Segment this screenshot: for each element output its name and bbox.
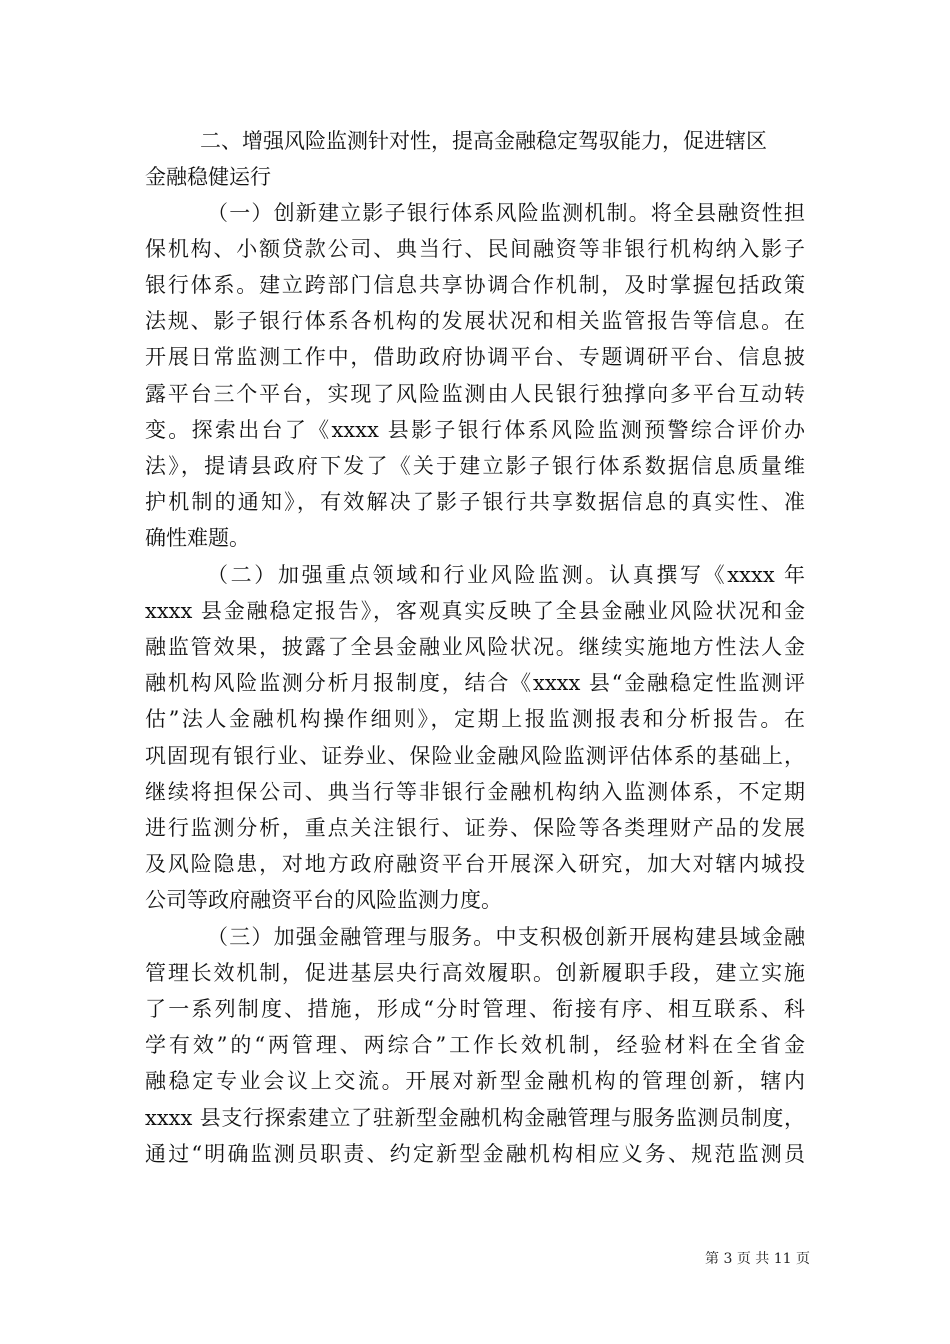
paragraph-3-line-4: 学有效”的“两管理、两综合”工作长效机制，经验材料在全省金 [145,1033,805,1057]
paragraph-3-line-1: （三）加强金融管理与服务。中支积极创新开展构建县域金融 [207,925,805,949]
paragraph-2-line-9: 及风险隐患，对地方政府融资平台开展深入研究，加大对辖内城投 [145,852,805,876]
paragraph-2-line-7: 继续将担保公司、典当行等非银行金融机构纳入监测体系，不定期 [145,780,805,804]
paragraph-2-line-3: 融监管效果，披露了全县金融业风险状况。继续实施地方性法人金 [145,635,805,659]
paragraph-2-line-5: 估”法人金融机构操作细则》，定期上报监测报表和分析报告。在 [145,707,805,731]
paragraph-1-line-6: 露平台三个平台，实现了风险监测由人民银行独撑向多平台互动转 [145,382,805,406]
paragraph-2-line-1: （二）加强重点领域和行业风险监测。认真撰写《xxxx 年 [207,563,805,587]
paragraph-1-line-10: 确性难题。 [145,526,250,550]
section-heading-line-1: 二、增强风险监测针对性，提高金融稳定驾驭能力，促进辖区 [200,129,767,153]
paragraph-3-line-7: 通过“明确监测员职责、约定新型金融机构相应义务、规范监测员 [145,1142,805,1166]
paragraph-2-line-4: 融机构风险监测分析月报制度，结合《xxxx 县“金融稳定性监测评 [145,671,805,695]
paragraph-1-line-3: 银行体系。建立跨部门信息共享协调合作机制，及时掌握包括政策 [145,273,805,297]
section-heading-line-2: 金融稳健运行 [145,165,271,189]
paragraph-3-line-3: 了一系列制度、措施，形成“分时管理、衔接有序、相互联系、科 [145,997,805,1021]
paragraph-1-line-4: 法规、影子银行体系各机构的发展状况和相关监管报告等信息。在 [145,309,805,333]
paragraph-1-line-9: 护机制的通知》，有效解决了影子银行共享数据信息的真实性、准 [145,490,805,514]
paragraph-1-line-5: 开展日常监测工作中，借助政府协调平台、专题调研平台、信息披 [145,345,805,369]
paragraph-2-line-6: 巩固现有银行业、证券业、保险业金融风险监测评估体系的基础上， [145,744,805,768]
paragraph-1-line-1: （一）创新建立影子银行体系风险监测机制。将全县融资性担 [207,201,805,225]
paragraph-1-line-8: 法》，提请县政府下发了《关于建立影子银行体系数据信息质量维 [145,454,805,478]
page-number-footer: 第 3 页 共 11 页 [705,1251,810,1267]
paragraph-3-line-6: xxxx 县支行探索建立了驻新型金融机构金融管理与服务监测员制度， [145,1106,805,1130]
paragraph-2-line-10: 公司等政府融资平台的风险监测力度。 [145,888,502,912]
paragraph-1-line-2: 保机构、小额贷款公司、典当行、民间融资等非银行机构纳入影子 [145,237,805,261]
paragraph-2-line-8: 进行监测分析，重点关注银行、证券、保险等各类理财产品的发展 [145,816,805,840]
paragraph-3-line-2: 管理长效机制，促进基层央行高效履职。创新履职手段，建立实施 [145,961,805,985]
paragraph-1-line-7: 变。探索出台了《xxxx 县影子银行体系风险监测预警综合评价办 [145,418,805,442]
paragraph-3-line-5: 融稳定专业会议上交流。开展对新型金融机构的管理创新，辖内 [145,1069,805,1093]
paragraph-2-line-2: xxxx 县金融稳定报告》，客观真实反映了全县金融业风险状况和金 [145,599,805,623]
